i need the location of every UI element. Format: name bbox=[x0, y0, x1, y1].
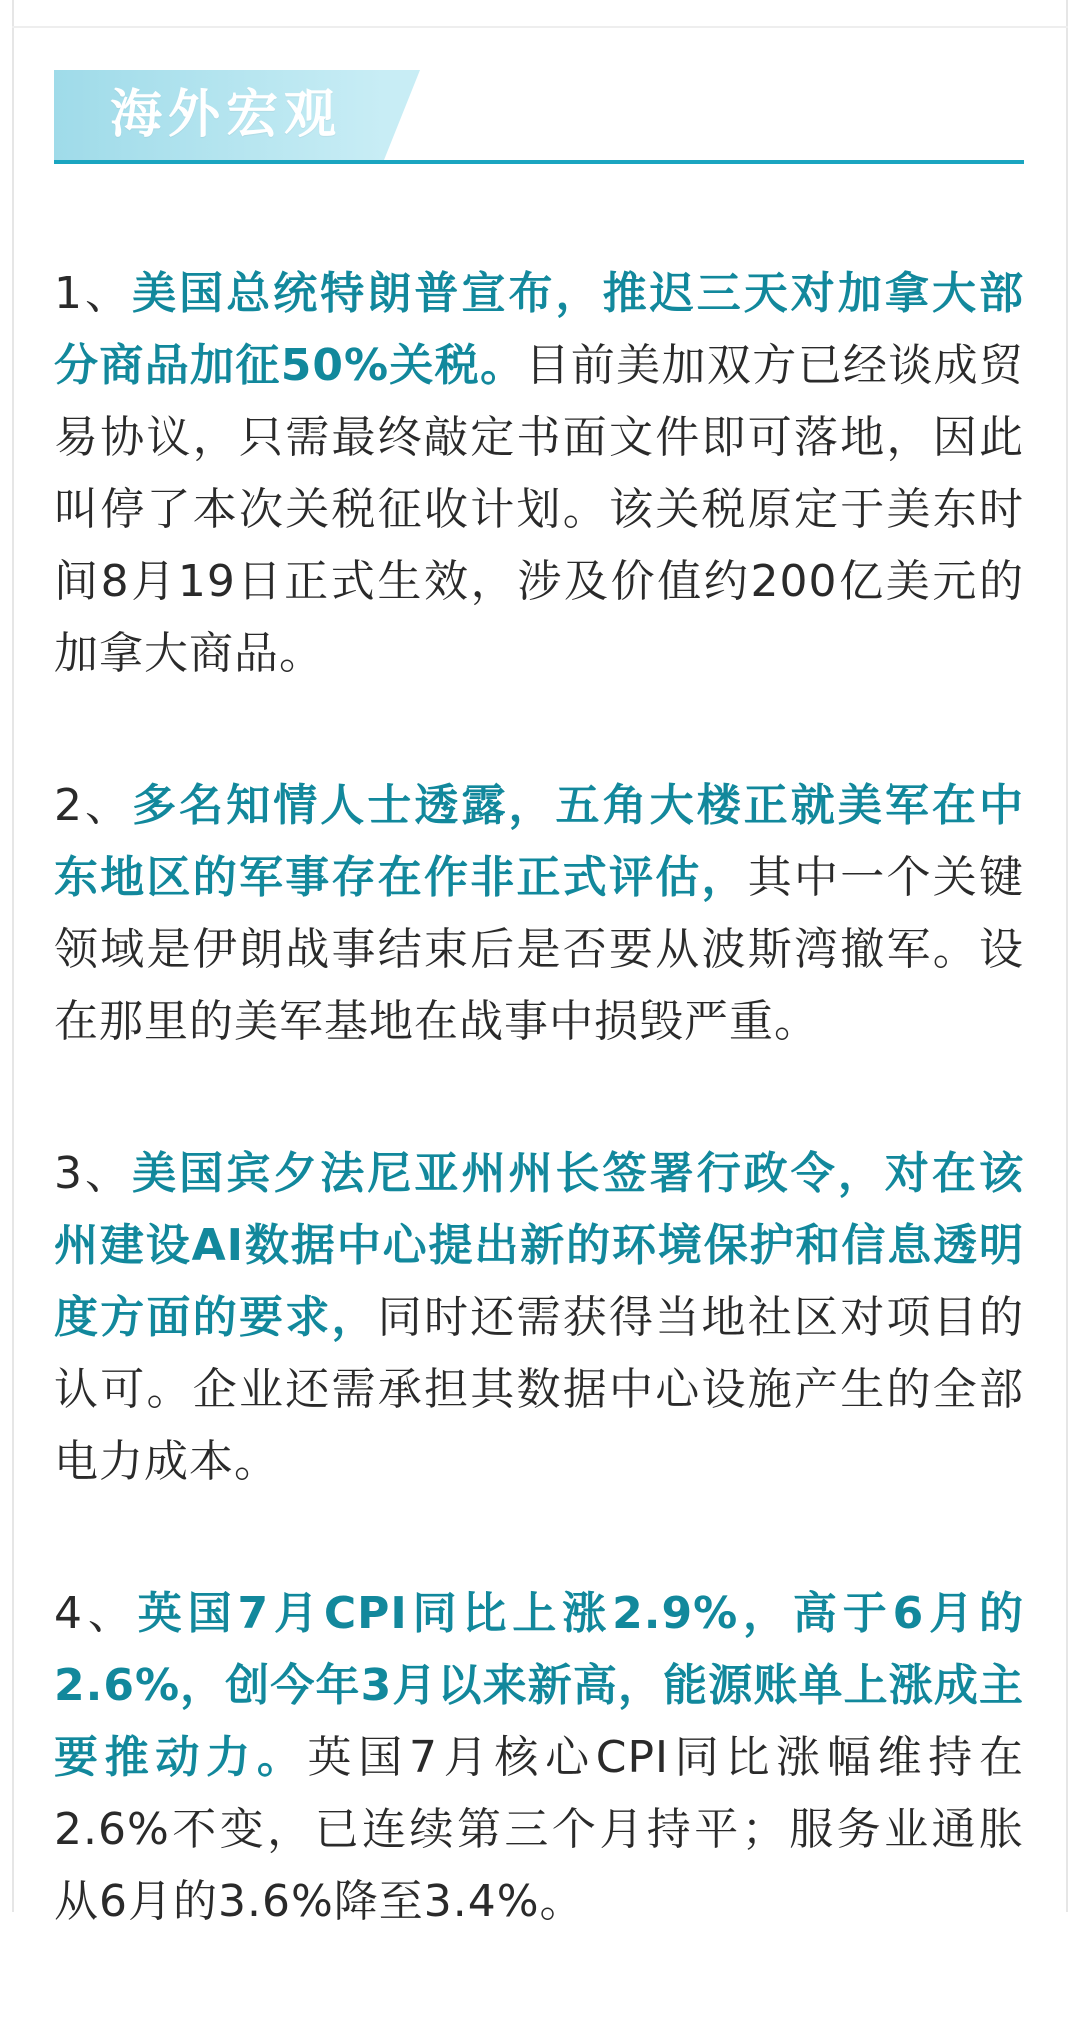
news-item-number: 2、 bbox=[54, 780, 133, 831]
page-frame-right bbox=[1066, 0, 1068, 1912]
news-item-body: 其中一个关键领域是伊朗战事结束后是否要从波斯湾撤军。设在那里的美军基地在战事中损毁严重。 bbox=[54, 852, 1024, 1047]
news-item-body: 英国7月核心CPI同比涨幅维持在2.6%不变，已连续第三个月持平；服务业通胀从6月的3.6%降至3.4%。 bbox=[54, 1732, 1024, 1927]
news-item-headline: 美国宾夕法尼亚州州长签署行政令，对在该州建设AI数据中心提出新的环境保护和信息透明度方面的要求， bbox=[54, 1148, 1025, 1343]
news-item-body: 目前美加双方已经谈成贸易协议，只需最终敲定书面文件即可落地，因此叫停了本次关税征收计划。该关税原定于美东时间8月19日正式生效，涉及价值约200亿美元的加拿大商品。 bbox=[54, 340, 1024, 679]
news-item-1 bbox=[54, 258, 1024, 690]
news-item-number: 4、 bbox=[54, 1588, 138, 1639]
news-item-headline: 多名知情人士透露，五角大楼正就美军在中东地区的军事存在作非正式评估， bbox=[54, 780, 1025, 903]
news-list bbox=[54, 258, 1024, 2018]
news-item-number: 1、 bbox=[54, 268, 133, 319]
section-tab-corner bbox=[384, 70, 420, 160]
news-item-body: 同时还需获得当地社区对项目的认可。企业还需承担其数据中心设施产生的全部电力成本。 bbox=[54, 1292, 1024, 1487]
page-frame-left bbox=[12, 0, 14, 1912]
section-underline bbox=[54, 160, 1024, 164]
news-item-3 bbox=[54, 1138, 1024, 1498]
news-item-4 bbox=[54, 1578, 1024, 1938]
news-item-headline: 美国总统特朗普宣布，推迟三天对加拿大部分商品加征50%关税。 bbox=[54, 268, 1025, 391]
news-item-headline: 英国7月CPI同比上涨2.9%，高于6月的2.6%，创今年3月以来新高，能源账单上涨成主要推动力。 bbox=[54, 1588, 1025, 1783]
section-header bbox=[54, 70, 1024, 166]
news-item-2 bbox=[54, 770, 1024, 1058]
news-item-number: 3、 bbox=[54, 1148, 133, 1199]
section-title: 海外宏观 bbox=[110, 85, 343, 145]
page-frame-top bbox=[12, 26, 1068, 28]
